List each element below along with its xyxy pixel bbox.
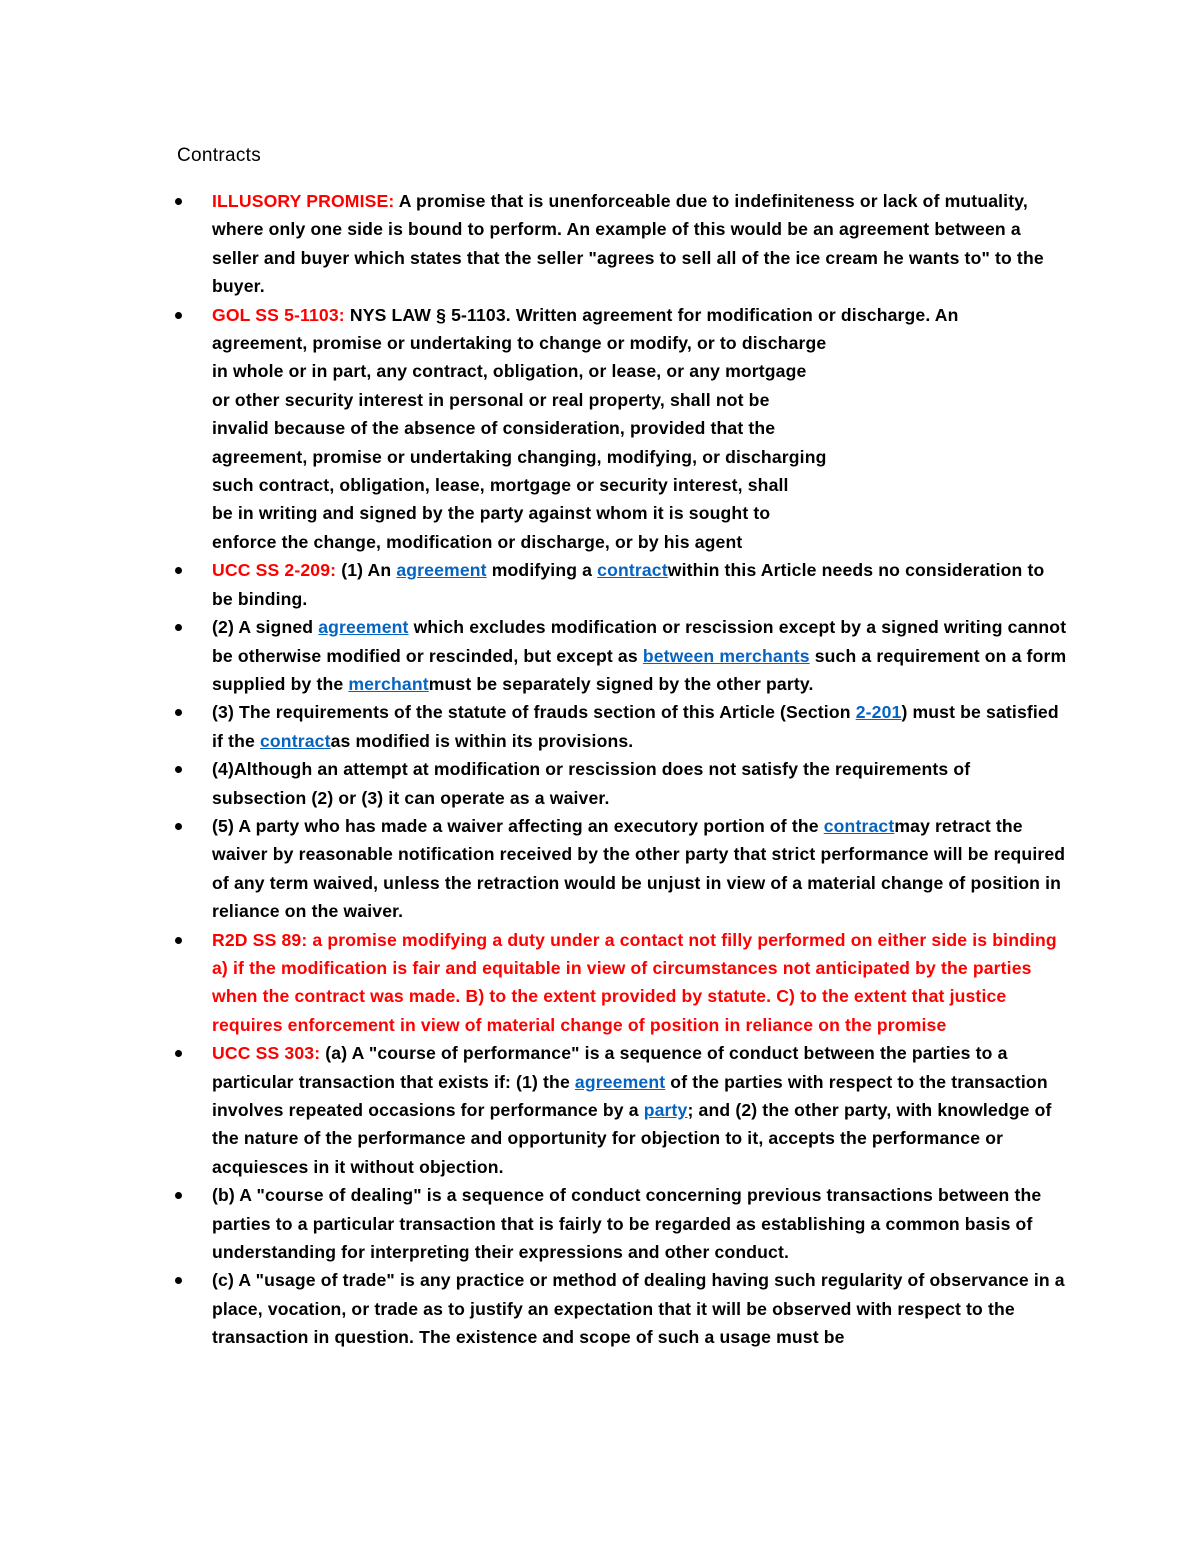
link-contract[interactable]: contract xyxy=(823,815,895,836)
item-text-line: or other security interest in personal or real property, shall not be xyxy=(212,389,770,410)
item-text-line: such contract, obligation, lease, mortgage or security interest, shall xyxy=(212,475,789,496)
document-title: Contracts xyxy=(177,145,262,166)
item-text: ) must be satisfied if the xyxy=(212,702,1059,751)
item-text: of the parties with respect to the transaction involves repeated occasions for performance by a xyxy=(212,1071,1048,1120)
list-item-ucc-2-209 xyxy=(212,556,1067,613)
bullet-icon xyxy=(175,1050,182,1057)
link-contract[interactable]: contract xyxy=(259,730,331,751)
link-2-201[interactable]: 2-201 xyxy=(855,702,902,723)
link-agreement[interactable]: agreement xyxy=(574,1071,666,1092)
item-text: (2) A signed xyxy=(212,617,319,638)
list-item-ucc-303-b xyxy=(212,1181,1067,1266)
bullet-list xyxy=(212,187,1067,1352)
item-text: which excludes modification or rescission except by a signed writing cannot be otherwise modified or rescinded, but except as xyxy=(212,617,1067,666)
item-text: may retract the waiver by reasonable notification received by the other party that strict performance will be required of any term waived, unless the retraction would be unjust in view of a material change of position in reliance on the waiver. xyxy=(212,815,1066,922)
bullet-icon xyxy=(175,823,182,830)
item-text: (3) The requirements of the statute of frauds section of this Article (Section xyxy=(212,702,856,723)
list-item-illusory-promise xyxy=(212,187,1067,301)
item-label: UCC SS 303: xyxy=(212,1043,321,1064)
link-between-merchants[interactable]: between merchants xyxy=(642,645,810,666)
item-text: as modified is within its provisions. xyxy=(330,730,634,751)
item-text: (5) A party who has made a waiver affecting an executory portion of the xyxy=(212,815,824,836)
item-text: modifying a xyxy=(486,560,598,581)
item-text-line: agreement, promise or undertaking to change or modify, or to discharge xyxy=(212,333,827,354)
bullet-icon xyxy=(175,312,182,319)
bullet-icon xyxy=(175,1192,182,1199)
bullet-icon xyxy=(175,624,182,631)
item-text: (b) A "course of dealing" is a sequence of conduct concerning previous transactions between the parties to a particular transaction that is fairly to be regarded as establishing a common basis of understanding for interpreting their expressions and other conduct. xyxy=(212,1185,1042,1263)
item-text: A promise that is unenforceable due to indefiniteness or lack of mutuality, where only one side is bound to perform. An example of this would be an agreement between a seller and buyer which states that the seller "agrees to sell all of the ice cream he wants to" to the buyer. xyxy=(212,191,1044,297)
item-text: (c) A "usage of trade" is any practice or method of dealing having such regularity of observance in a place, vocation, or trade as to justify an expectation that it will be observed with respect to the transaction in question. The existence and scope of such a usage must be xyxy=(212,1270,1065,1348)
link-merchant[interactable]: merchant xyxy=(348,673,429,694)
item-text: R2D SS 89: a promise modifying a duty under a contact not filly performed on either side is binding a) if the modification is fair and equitable in view of circumstances not anticipated by the parties when the contract was made. B) to the extent provided by statute. C) to the extent that justice requires enforcement in view of material change of position in reliance on the promise xyxy=(212,929,1057,1035)
bullet-icon xyxy=(175,198,182,205)
bullet-icon xyxy=(175,937,182,944)
link-contract[interactable]: contract xyxy=(597,560,668,581)
list-item-ucc-2-209-2 xyxy=(212,613,1067,698)
bullet-icon xyxy=(175,1277,182,1284)
link-party[interactable]: party xyxy=(643,1100,688,1120)
item-text: ; and (2) the other party, with knowledge of the nature of the performance and opportunity for objection to it, accepts the performance or acquiesces in it without objection. xyxy=(212,1100,1052,1177)
bullet-icon xyxy=(175,709,182,716)
link-agreement[interactable]: agreement xyxy=(396,560,487,581)
item-text: (4)Although an attempt at modification or rescission does not satisfy the requirements of subsection (2) or (3) it can operate as a waiver. xyxy=(212,759,971,808)
list-item-r2d-89 xyxy=(212,926,1067,1040)
list-item-ucc-303 xyxy=(212,1039,1067,1181)
list-item-gol-5-1103 xyxy=(212,301,1067,557)
link-agreement[interactable]: agreement xyxy=(318,617,409,638)
item-text: such a requirement on a form supplied by the xyxy=(212,645,1067,694)
item-text-line: in whole or in part, any contract, obligation, or lease, or any mortgage xyxy=(212,361,807,382)
list-item-ucc-2-209-3 xyxy=(212,698,1067,755)
item-text-line: invalid because of the absence of consideration, provided that the xyxy=(212,418,776,439)
item-label: GOL SS 5-1103: xyxy=(212,304,345,325)
list-item-ucc-2-209-5 xyxy=(212,812,1067,926)
item-text: within this Article needs no consideration to be binding. xyxy=(212,560,1045,609)
item-text: (1) An xyxy=(336,560,397,581)
item-text-line: agreement, promise or undertaking changing, modifying, or discharging xyxy=(212,446,827,467)
item-text-line: enforce the change, modification or discharge, or by his agent xyxy=(212,531,743,552)
item-text-line: be in writing and signed by the party against whom it is sought to xyxy=(212,503,771,524)
list-item-ucc-303-c xyxy=(212,1266,1067,1351)
bullet-icon xyxy=(175,766,182,773)
item-text: (a) A "course of performance" is a sequence of conduct between the parties to a particular transaction that exists if: (1) the xyxy=(212,1043,1008,1092)
item-label: ILLUSORY PROMISE: xyxy=(212,191,395,211)
item-label: UCC SS 2-209: xyxy=(212,560,337,581)
list-item-ucc-2-209-4 xyxy=(212,755,1067,812)
item-text: must be separately signed by the other party. xyxy=(428,673,814,694)
item-text-line: NYS LAW § 5-1103. Written agreement for modification or discharge. An xyxy=(344,304,959,325)
bullet-icon xyxy=(175,567,182,574)
